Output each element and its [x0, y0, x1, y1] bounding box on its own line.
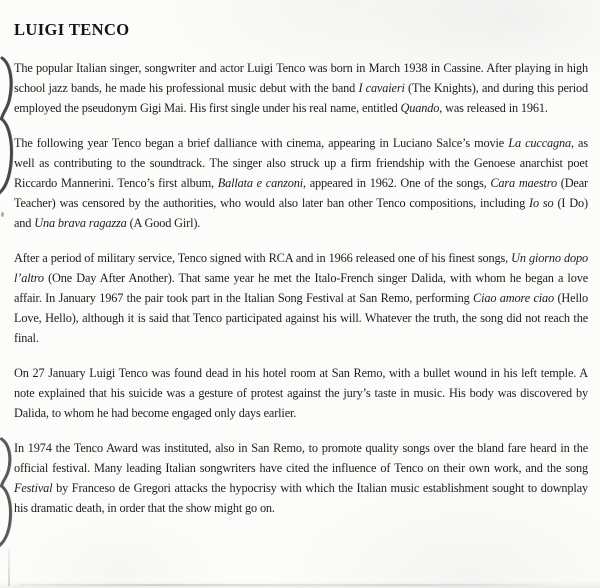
- italic-run: Cara maestro: [490, 176, 557, 190]
- italic-run: Ciao amore ciao: [473, 291, 555, 305]
- page-content: [14, 20, 588, 518]
- text-run: In 1974 the Tenco Award was instituted, also in San Remo, to promote quality songs over the bland fare heard in the official festival. Many leading Italian songwriters have cited the influence of Tenco on their own work, and the song: [14, 441, 588, 475]
- paragraph-2: [14, 133, 588, 233]
- text-run: (One Day After Another). That same year he met the Italo-French singer Dalida, with whom he began a love affair. In January 1967 the pair took part in the Italian Song Festival at San Remo, performing: [14, 271, 588, 305]
- page-bottom-shadow-line: [18, 584, 545, 586]
- italic-run: La cuccagna: [508, 136, 571, 150]
- paragraph-1: [14, 58, 588, 118]
- paragraph-5: [14, 438, 588, 518]
- italic-run: Io so: [529, 196, 554, 210]
- italic-run: Ballata e canzoni: [217, 176, 303, 190]
- text-run: (A Good Girl).: [126, 216, 201, 230]
- text-run: On 27 January Luigi Tenco was found dead in his hotel room at San Remo, with a bullet wound in his left temple. A note explained that his suicide was a gesture of protest against the jury’s taste in music. His body was discovered by Dalida, to whom he had become engaged only days earlier.: [14, 366, 588, 420]
- text-run: by Franceso de Gregori attacks the hypocrisy with which the Italian music establishment sought to downplay his dramatic death, in order that the show might go on.: [14, 481, 588, 515]
- text-run: The following year Tenco began a brief dalliance with cinema, appearing in Luciano Salce’s movie: [14, 136, 509, 150]
- ink-speck: [1, 212, 4, 217]
- text-run: , appeared in 1962. One of the songs,: [302, 176, 491, 190]
- italic-run: I cavaieri: [358, 81, 405, 95]
- text-run: The popular Italian singer, songwriter and actor Luigi Tenco was born in March 1938 in Cassine. After playing in high school jazz bands, he made his professional music debut with the band: [14, 61, 588, 95]
- italic-run: Quando: [400, 101, 440, 115]
- text-run: (I Do) and: [14, 196, 588, 230]
- text-run: (Hello Love, Hello), although it is said that Tenco participated against his will. Whatever the truth, the song did not reach the final.: [14, 291, 588, 345]
- paragraph-3: [14, 248, 588, 348]
- text-run: , was released in 1961.: [439, 101, 548, 115]
- page-edge-line-left: [8, 548, 10, 586]
- page-bottom-shadow: [0, 581, 600, 588]
- text-run: After a period of military service, Tenco signed with RCA and in 1966 released one of his finest songs,: [14, 251, 512, 265]
- text-run: , as well as contributing to the soundtrack. The singer also struck up a firm friendship with the Genoese anarchist poet Riccardo Mannerini. Tenco’s first album,: [14, 136, 589, 190]
- text-block: [14, 58, 588, 518]
- page-title: LUIGI TENCO: [14, 20, 130, 39]
- italic-run: Una brava ragazza: [34, 216, 127, 230]
- italic-run: Un giorno dopo l’altro: [14, 251, 588, 285]
- text-run: (Dear Teacher) was censored by the authorities, who would also later ban other Tenco compositions, including: [14, 176, 588, 210]
- paragraph-4: [14, 363, 588, 423]
- text-run: (The Knights), and during this period employed the pseudonym Gigi Mai. His first single under his real name, entitled: [14, 81, 588, 115]
- italic-run: Festival: [14, 481, 53, 495]
